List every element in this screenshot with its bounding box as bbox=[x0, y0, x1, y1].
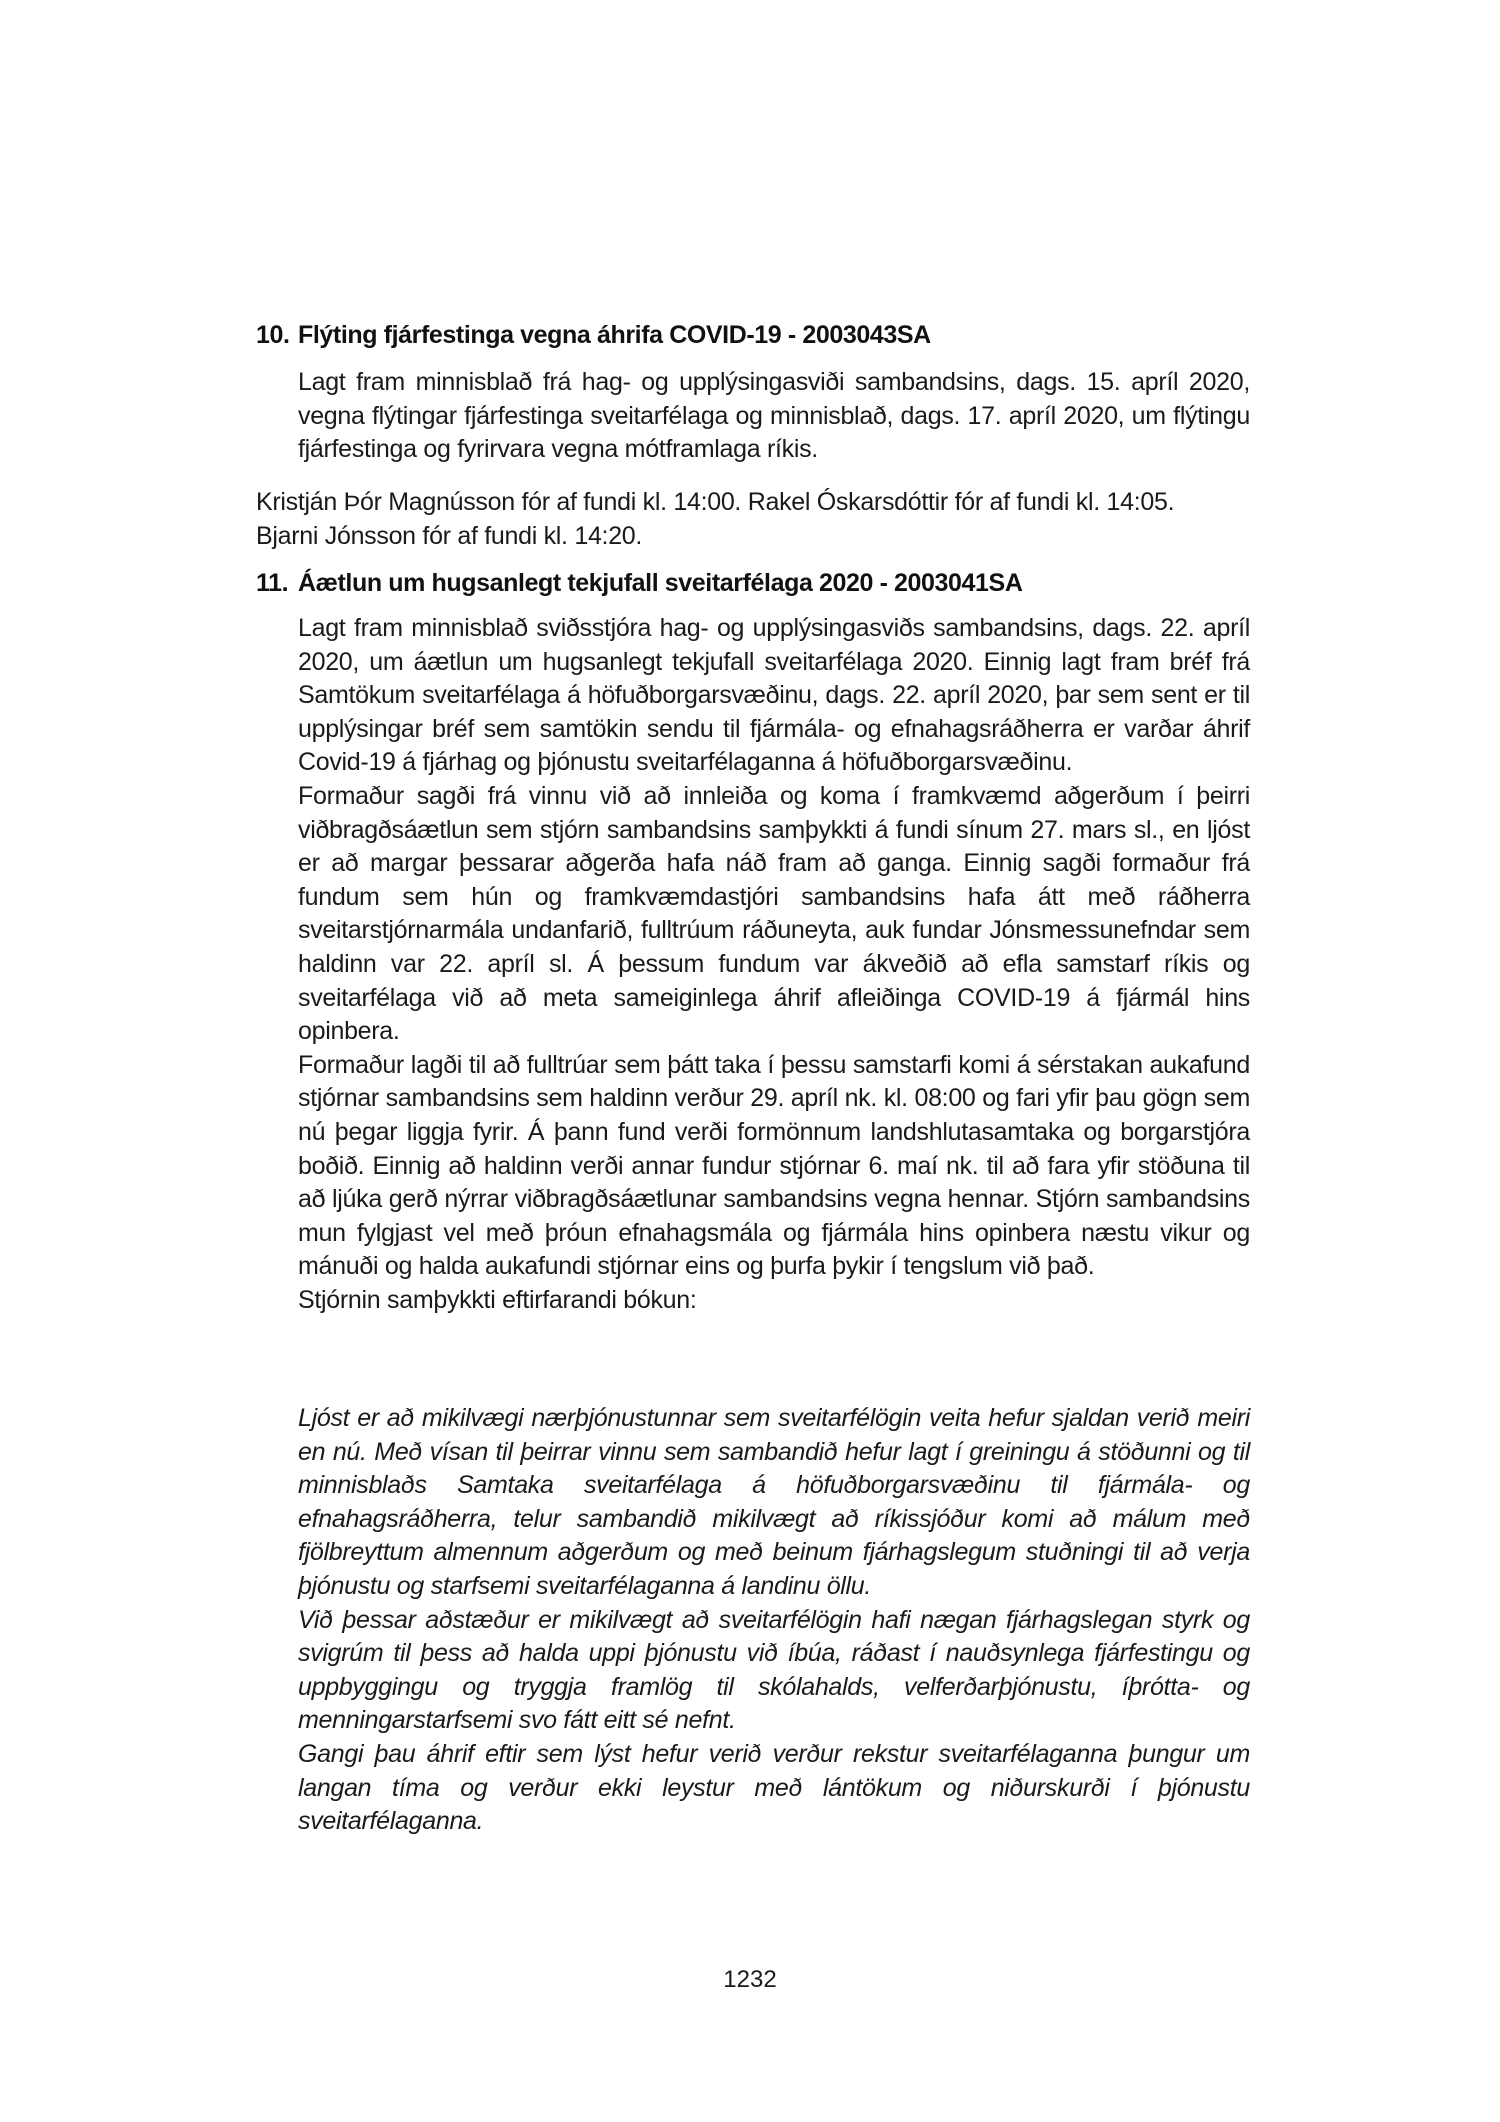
item-10-body bbox=[298, 366, 1250, 467]
item-11-heading bbox=[256, 566, 1023, 600]
paragraph: Formaður lagði til að fulltrúar sem þátt taka í þessu samstarfi komi á sérstakan aukafund stjórnar sambandsins sem haldinn verður 29. apríl nk. kl. 08:00 og fari yfir þau gögn sem nú þegar liggja fyrir. Á þann fund verði formönnum landshlutasamtaka og borgarstjóra boðið. Einnig að haldinn verði annar fundur stjórnar 6. maí nk. til að fara yfir stöðuna til að ljúka gerð nýrrar viðbragðsáætlunar sambandsins vegna hennar. Stjórn sambandsins mun fylgjast vel með þróun efnahagsmála og fjármála hins opinbera næstu vikur og mánuði og halda aukafundi stjórnar eins og þurfa þykir í tengslum við það. bbox=[298, 1050, 1250, 1281]
resolution-paragraph: Gangi þau áhrif eftir sem lýst hefur verið verður rekstur sveitarfélaganna þungur um langan tíma og verður ekki leystur með lántökum og niðurskurði í þjónustu sveitarfélaganna. bbox=[298, 1739, 1250, 1836]
attendance-line: Bjarni Jónsson fór af fundi kl. 14:20. bbox=[256, 521, 643, 550]
item-title: Áætlun um hugsanlegt tekjufall sveitarfélaga 2020 - 2003041SA bbox=[298, 569, 1023, 597]
item-10-heading bbox=[256, 318, 931, 352]
resolution-paragraph: Ljóst er að mikilvægi nærþjónustunnar sem sveitarfélögin veita hefur sjaldan verið meiri en nú. Með vísan til þeirrar vinnu sem sambandið hefur lagt í greiningu á stöðunni og til minnisblaðs Samtaka sveitarfélaga á höfuðborgarsvæðinu til fjármála- og efnahagsráðherra, telur sambandið mikilvægt að ríkissjóður komi að málum með fjölbreyttum almennum aðgerðum og með beinum fjárhagslegum stuðningi til að verja þjónustu og starfsemi sveitarfélaganna á landinu öllu. bbox=[298, 1404, 1250, 1600]
attendance-note bbox=[256, 486, 1256, 553]
paragraph: Lagt fram minnisblað frá hag- og upplýsingasviði sambandsins, dags. 15. apríl 2020, vegna flýtingar fjárfestinga sveitarfélaga og minnisblað, dags. 17. apríl 2020, um flýtingu fjárfestinga og fyrirvara vegna mótframlaga ríkis. bbox=[298, 368, 1250, 464]
item-number: 11. bbox=[256, 569, 289, 597]
item-number: 10. bbox=[256, 321, 290, 349]
page-number: 1232 bbox=[723, 1966, 777, 1993]
resolution-text bbox=[298, 1402, 1250, 1839]
attendance-line: Kristján Þór Magnússon fór af fundi kl. 14:00. Rakel Óskarsdóttir fór af fundi kl. 14:05. bbox=[256, 488, 1175, 516]
item-title: Flýting fjárfestinga vegna áhrifa COVID-19 - 2003043SA bbox=[298, 321, 931, 349]
paragraph: Stjórnin samþykkti eftirfarandi bókun: bbox=[298, 1285, 697, 1314]
resolution-paragraph: Við þessar aðstæður er mikilvægt að sveitarfélögin hafi nægan fjárhagslegan styrk og svigrúm til þess að halda uppi þjónustu við íbúa, ráðast í nauðsynlega fjárfestingu og uppbyggingu og tryggja framlög til skólahalds, velferðarþjónustu, íþrótta- og menningarstarfsemi svo fátt eitt sé nefnt. bbox=[298, 1605, 1250, 1735]
paragraph: Formaður sagði frá vinnu við að innleiða og koma í framkvæmd aðgerðum í þeirri viðbragðsáætlun sem stjórn sambandsins samþykkti á fundi sínum 27. mars sl., en ljóst er að margar þessarar aðgerða hafa náð fram að ganga. Einnig sagði formaður frá fundum sem hún og framkvæmdastjóri sambandsins hafa átt með ráðherra sveitarstjórnarmála undanfarið, fulltrúum ráðuneyta, auk fundar Jónsmessunefndar sem haldinn var 22. apríl sl. Á þessum fundum var ákveðið að efla samstarf ríkis og sveitarfélaga við að meta sameiginlega áhrif afleiðinga COVID-19 á fjármál hins opinbera. bbox=[298, 781, 1250, 1046]
item-11-body bbox=[298, 612, 1250, 1317]
paragraph: Lagt fram minnisblað sviðsstjóra hag- og upplýsingasviðs sambandsins, dags. 22. apríl 2020, um áætlun um hugsanlegt tekjufall sveitarfélaga 2020. Einnig lagt fram bréf frá Samtökum sveitarfélaga á höfuðborgarsvæðinu, dags. 22. apríl 2020, þar sem sent er til upplýsingar bréf sem samtökin sendu til fjármála- og efnahagsráðherra er varðar áhrif Covid-19 á fjárhag og þjónustu sveitarfélaganna á höfuðborgarsvæðinu. bbox=[298, 614, 1250, 777]
